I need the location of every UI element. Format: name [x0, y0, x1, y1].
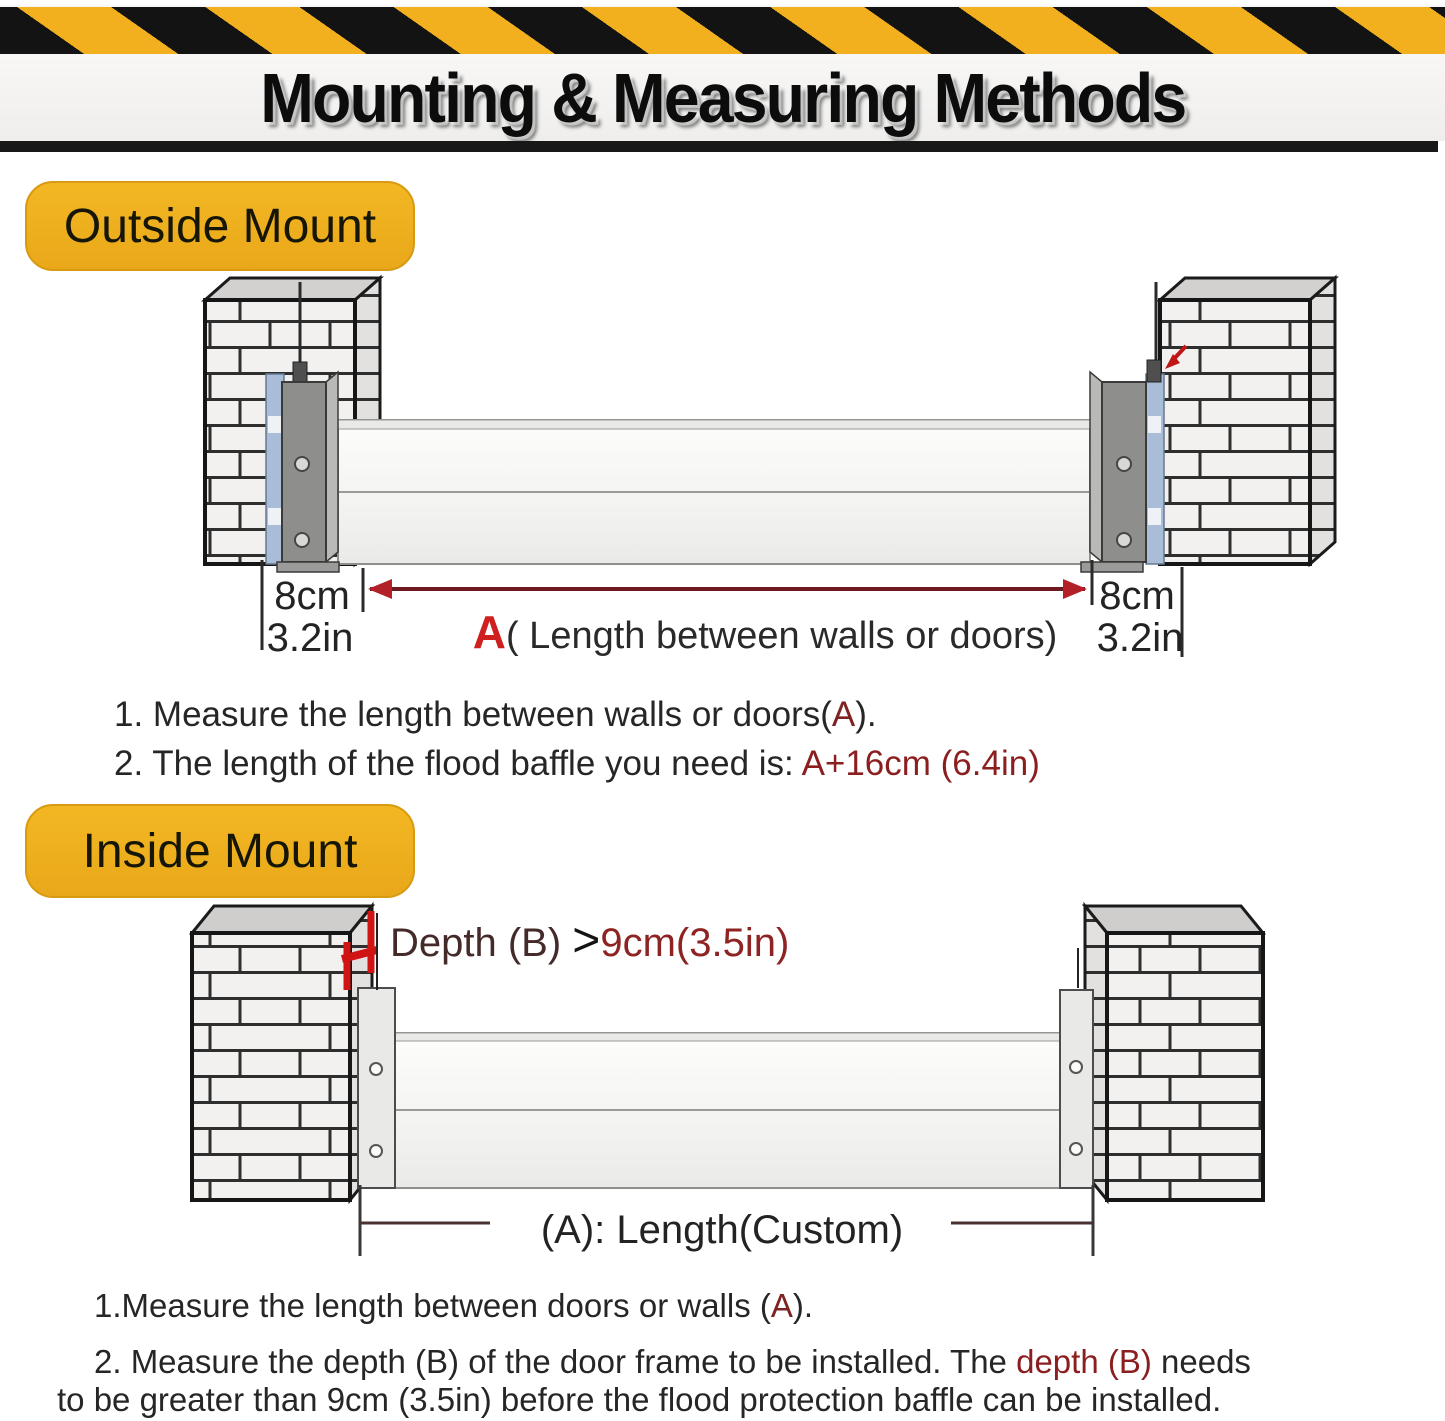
outside-mount-label: [25, 181, 415, 271]
inside-mount-label: [25, 804, 415, 898]
outside-dim-left-cm: 8cm: [274, 574, 350, 618]
header-band: [0, 54, 1445, 141]
screw-hole-icon: [295, 533, 309, 547]
inside-step-2-continued: [57, 1381, 1221, 1419]
outside-dim-right-in: 3.2in: [1096, 616, 1184, 660]
outside-step-2-value: A+16cm (6.4in): [801, 744, 1040, 783]
inside-left-channel: [358, 988, 395, 1188]
outside-arrow-label-a: A: [472, 606, 506, 658]
inside-step-1: [94, 1287, 813, 1325]
screw-hole-icon: [370, 1145, 382, 1157]
outside-step-1-end: ).: [855, 695, 877, 734]
inside-mount-label-text: Inside Mount: [82, 824, 358, 878]
outside-mount-diagram: [180, 268, 1340, 678]
inside-step-2-cont-text: to be greater than 9cm (3.5in) before the flood protection baffle can be installed.: [57, 1381, 1222, 1418]
screw-hole-icon: [1070, 1061, 1082, 1073]
inside-step-2: [94, 1343, 1251, 1381]
outside-dim-right-cm: 8cm: [1099, 574, 1175, 618]
outside-mount-label-text: Outside Mount: [63, 199, 377, 253]
hazard-tape-icon: [0, 7, 1445, 54]
depth-annotation-label: Depth (B): [390, 921, 573, 965]
seal-strip: [1146, 374, 1164, 564]
outside-step-1-text: 1. Measure the length between walls or doors(: [114, 695, 832, 734]
screw-hole-icon: [295, 457, 309, 471]
outside-step-1-a: A: [831, 695, 856, 734]
inside-step-2-text: 2. Measure the depth (B) of the door frame to be installed. The: [94, 1343, 1017, 1380]
depth-annotation: [390, 914, 789, 967]
outside-arrow-label-rest: ( Length between walls or doors): [505, 615, 1058, 657]
depth-annotation-value: 9cm(3.5in): [600, 921, 790, 965]
screw-hole-icon: [370, 1063, 382, 1075]
outside-arrow-label: [473, 606, 1058, 658]
outside-step-1: [114, 695, 877, 735]
flood-barrier-panels: [338, 420, 1090, 564]
outside-step-2: [114, 744, 1040, 784]
screw-hole-icon: [1070, 1143, 1082, 1155]
screw-hole-icon: [1117, 533, 1131, 547]
inside-right-pillar: [1085, 906, 1263, 1200]
inside-barrier-panels: [395, 1033, 1060, 1188]
header-divider: [0, 141, 1438, 152]
outside-dim-left-in: 3.2in: [266, 616, 354, 660]
dimension-arrow-icon: [368, 579, 1087, 599]
inside-step-1-text: 1.Measure the length between doors or walls (: [94, 1287, 771, 1324]
outside-step-2-text: 2. The length of the flood baffle you need is:: [114, 744, 802, 783]
inside-step-1-end: ).: [792, 1287, 814, 1324]
depth-annotation-gt: >: [572, 914, 601, 967]
outside-right-pillar: [1160, 278, 1335, 564]
inside-length-label: (A): Length(Custom): [540, 1208, 904, 1252]
inside-mount-diagram: [150, 893, 1320, 1268]
page-title: Mounting & Measuring Methods: [259, 58, 1186, 137]
inside-step-2-red: depth (B): [1016, 1343, 1152, 1380]
inside-step-2-end: needs: [1151, 1343, 1251, 1380]
screw-hole-icon: [1117, 457, 1131, 471]
inside-step-1-a: A: [770, 1287, 793, 1324]
